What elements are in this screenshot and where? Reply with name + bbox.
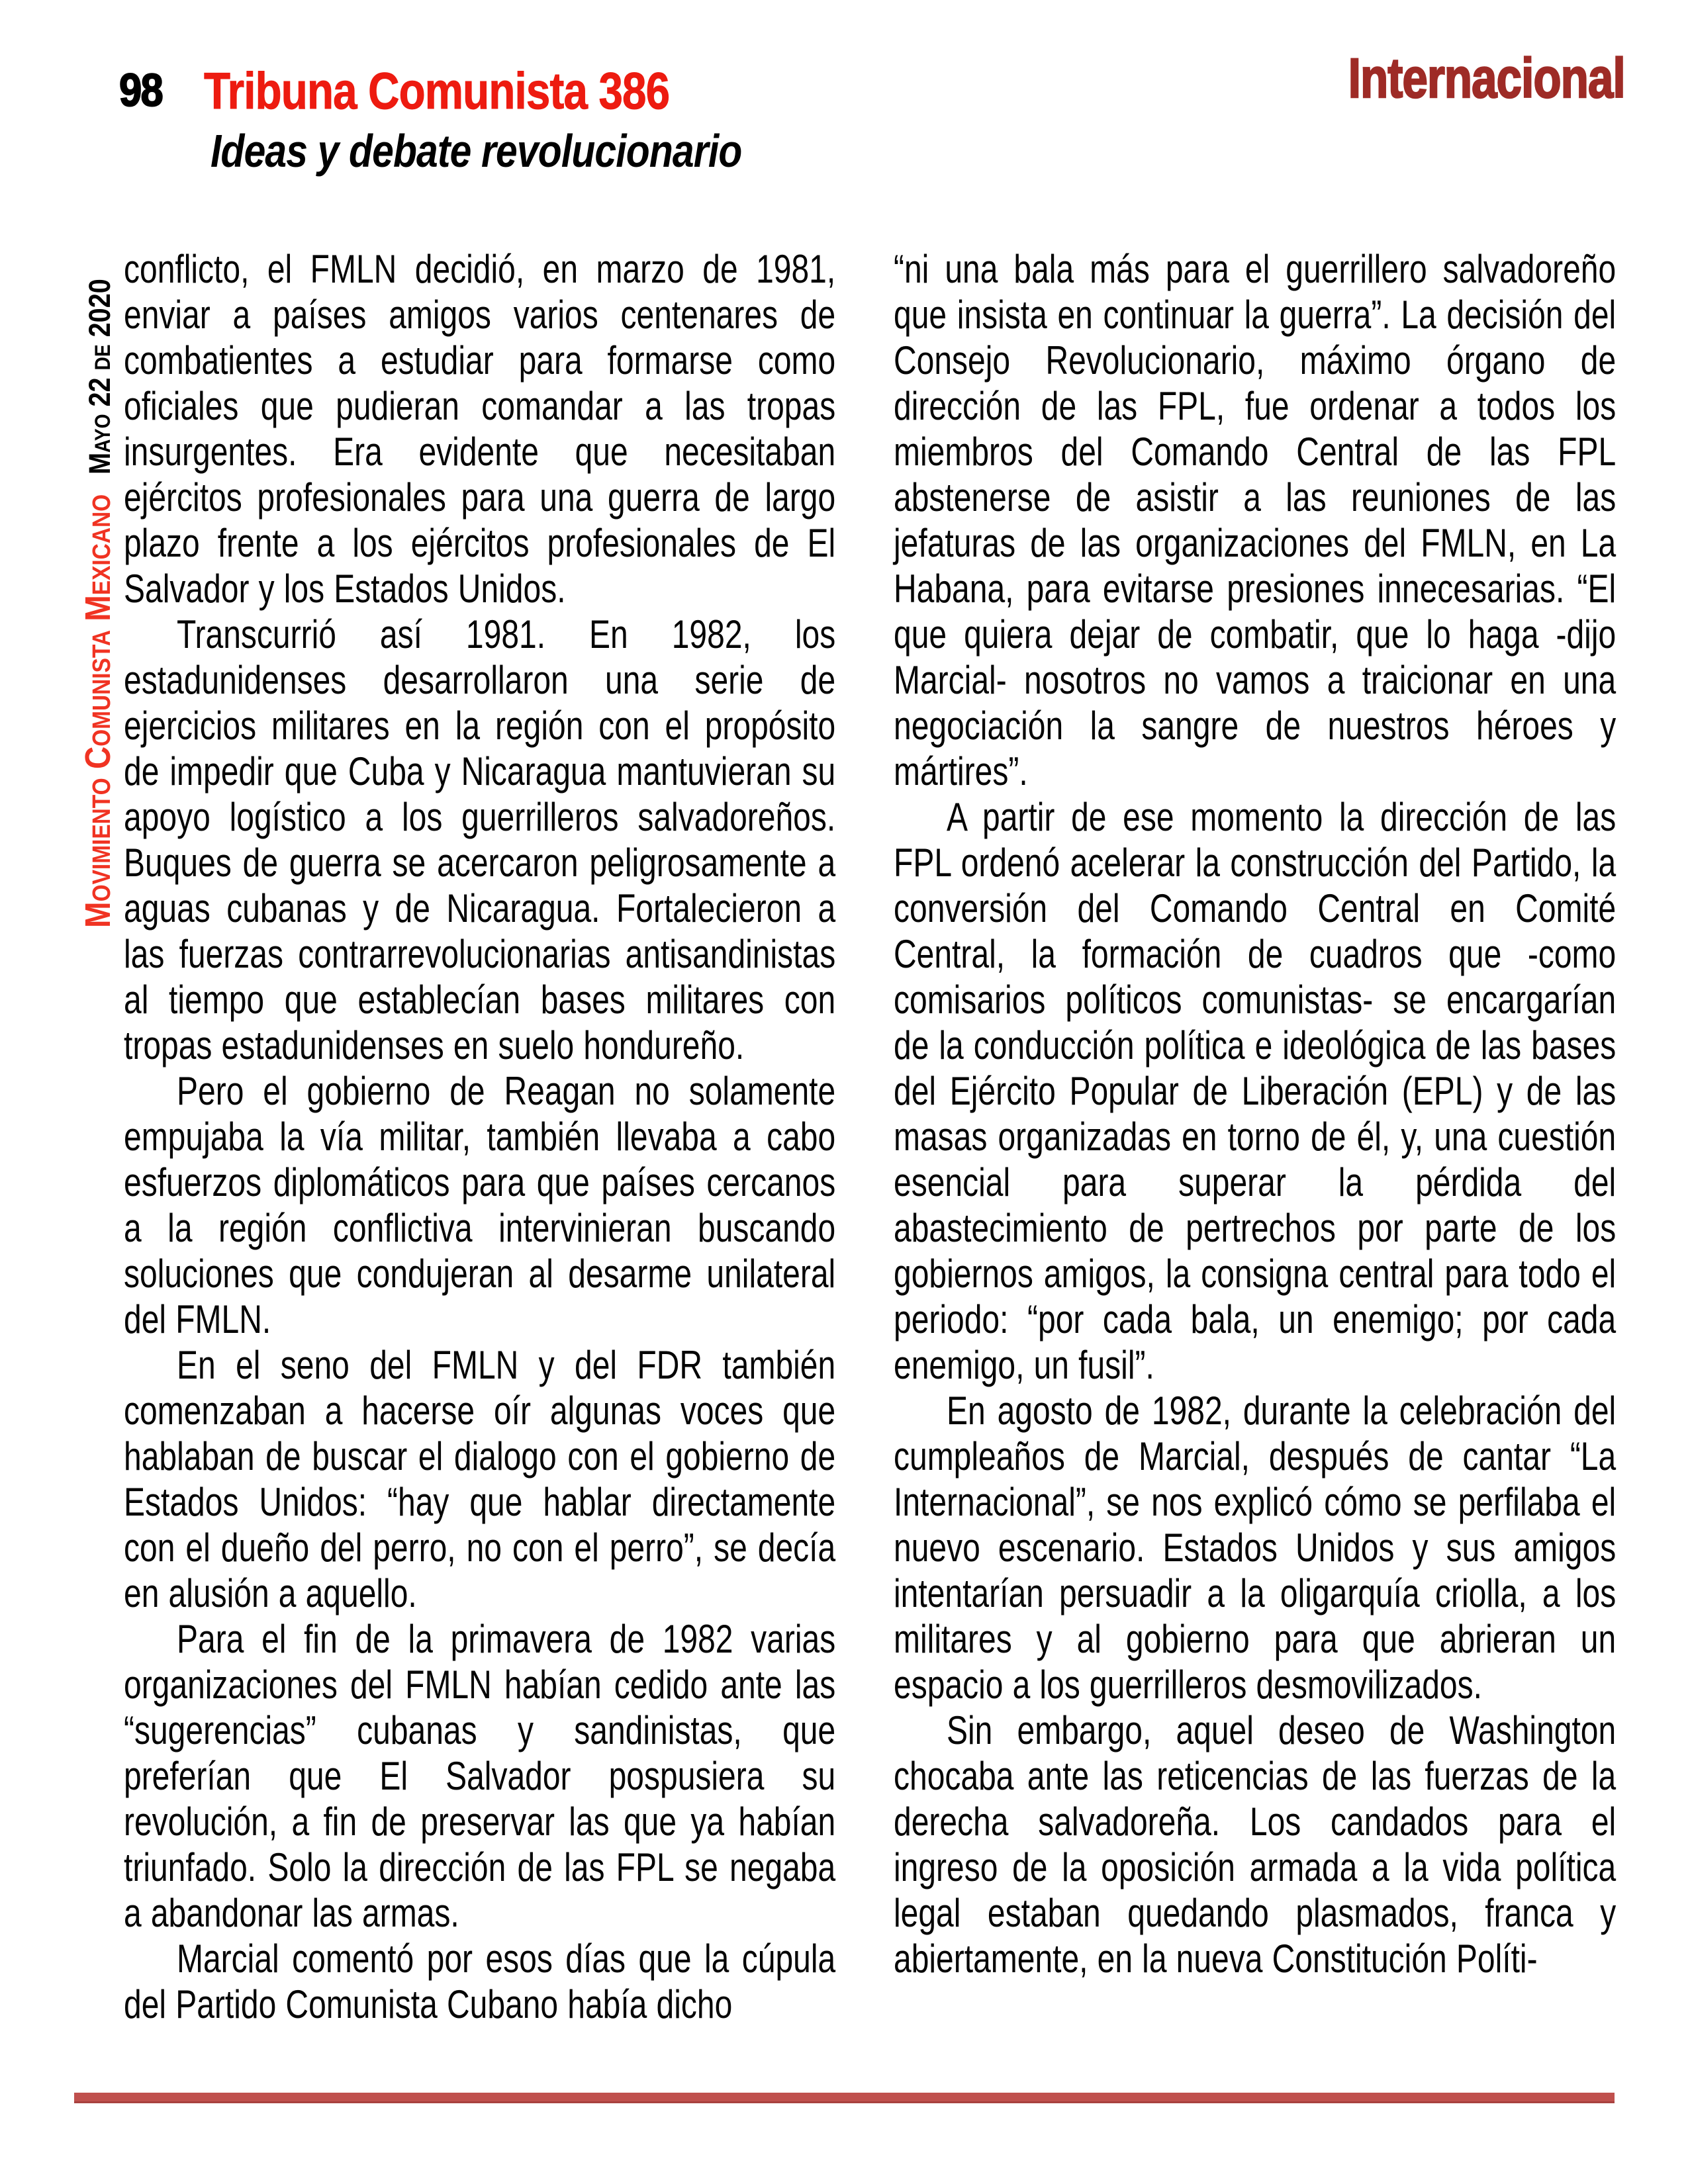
article-left-column-text xyxy=(124,246,835,2027)
article-right-column xyxy=(894,246,1616,1981)
sidebar-date: Mayo 22 de 2020 xyxy=(83,279,117,475)
paragraph: Marcial comentó por esos días que la cúpula del Partido Comunista Cubano había dicho xyxy=(124,1936,836,2026)
section-label: Internacional xyxy=(1348,47,1625,109)
sidebar-vertical-text xyxy=(77,279,128,928)
paragraph: Sin embargo, aquel deseo de Washington chocaba ante las reticencias de las fuerzas de la derecha salvadoreña. Los candados para el ingreso de la oposición armada a la vida política legal estaban quedando plasmados, franca y abiertamente, en la nueva Constitución Políti- xyxy=(894,1708,1617,1981)
footer-rule xyxy=(74,2093,1615,2103)
paragraph: Transcurrió así 1981. En 1982, los estadunidenses desarrollaron una serie de ejercicios militares en la región con el propósito de impedir que Cuba y Nicaragua mantuvieran su apoyo logístico a los guerrilleros salvadoreños. Buques de guerra se acercaron peligrosamente a aguas cubanas y de Nicaragua. Fortalecieron a las fuerzas contrarrevolucionarias antisandinistas al tiempo que establecían bases militares con tropas estadunidenses en suelo hondureño. xyxy=(124,612,836,1068)
paragraph: En agosto de 1982, durante la celebración del cumpleaños de Marcial, después de cantar “La Internacional”, se nos explicó cómo se perfilaba el nuevo escenario. Estados Unidos y sus amigos intentarían persuadir a la oligarquía criolla, a los militares y al gobierno para que abrieran un espacio a los guerrilleros desmovilizados. xyxy=(894,1388,1617,1707)
paragraph: En el seno del FMLN y del FDR también comenzaban a hacerse oír algunas voces que hablaban de buscar el dialogo con el gobierno de Estados Unidos: “hay que hablar directamente con el dueño del perro, no con el perro”, se decía en alusión a aquello. xyxy=(124,1343,836,1615)
sidebar-organization: Movimiento Comunista Mexicano xyxy=(78,494,118,928)
paragraph: “ni una bala más para el guerrillero salvadoreño que insista en continuar la guerra”. La decisión del Consejo Revolucionario, máximo órgano de dirección de las FPL, fue ordenar a todos los miembros del Comando Central de las FPL abstenerse de asistir a las reuniones de las jefaturas de las organizaciones del FMLN, en La Habana, para evitarse presiones innecesarias. “El que quiera dejar de combatir, que lo haga -dijo Marcial- nosotros no vamos a traicionar en una negociación la sangre de nuestros héroes y mártires”. xyxy=(894,247,1617,794)
article-right-column-text xyxy=(894,246,1616,1981)
masthead-tagline: Ideas y debate revolucionario xyxy=(211,125,742,177)
masthead-title: Tribuna Comunista 386 xyxy=(204,62,670,120)
paragraph: Para el fin de la primavera de 1982 varias organizaciones del FMLN habían cedido ante las “sugerencias” cubanas y sandinistas, que preferían que El Salvador pospusiera su revolución, a fin de preservar las que ya habían triunfado. Solo la dirección de las FPL se negaba a abandonar las armas. xyxy=(124,1617,836,1935)
page-number: 98 xyxy=(119,64,163,116)
paragraph: conflicto, el FMLN decidió, en marzo de 1981, enviar a países amigos varios centenares de combatientes a estudiar para formarse como oficiales que pudieran comandar a las tropas insurgentes. Era evidente que necesitaban ejércitos profesionales para una guerra de largo plazo frente a los ejércitos profesionales de El Salvador y los Estados Unidos. xyxy=(124,247,836,611)
article-left-column xyxy=(124,246,835,2027)
paragraph: Pero el gobierno de Reagan no solamente empujaba la vía militar, también llevaba a cabo esfuerzos diplomáticos para que países cercanos a la región conflictiva intervinieran buscando soluciones que condujeran al desarme unilateral del FMLN. xyxy=(124,1069,836,1342)
paragraph: A partir de ese momento la dirección de las FPL ordenó acelerar la construcción del Partido, la conversión del Comando Central en Comité Central, la formación de cuadros que -como comisarios políticos comunistas- se encargarían de la conducción política e ideológica de las bases del Ejército Popular de Liberación (EPL) y de las masas organizadas en torno de él, y, una cuestión esencial para superar la pérdida del abastecimiento de pertrechos por parte de los gobiernos amigos, la consigna central para todo el periodo: “por cada bala, un enemigo; por cada enemigo, un fusil”. xyxy=(894,795,1617,1387)
